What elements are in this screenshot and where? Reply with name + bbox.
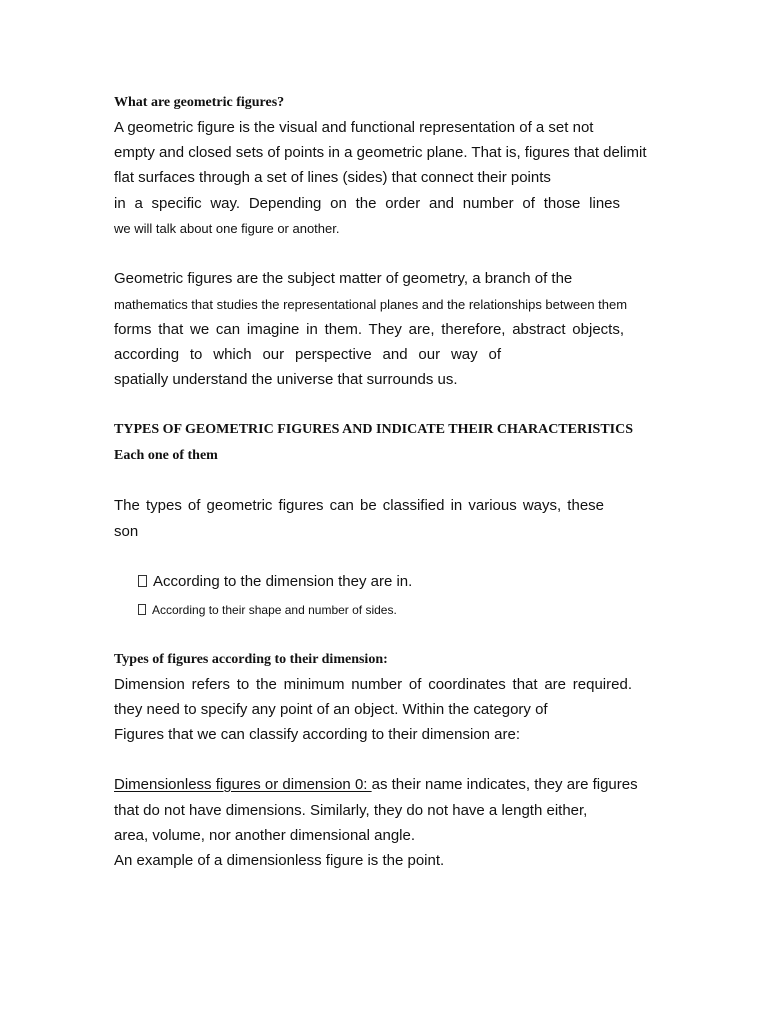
underlined-term: Dimensionless figures or dimension 0: xyxy=(114,776,372,793)
paragraph-line: according to which our perspective and our way of xyxy=(114,346,501,363)
checkbox-bullet-icon xyxy=(138,604,146,615)
heading-types-by-dimension: Types of figures according to their dimension: xyxy=(114,652,388,667)
paragraph-text: as their name indicates, they are figures xyxy=(371,776,638,793)
list-item-label: According to the dimension they are in. xyxy=(153,573,413,590)
list-item xyxy=(138,573,412,591)
heading-types-of-geometric-figures: TYPES OF GEOMETRIC FIGURES AND INDICATE THEIR CHARACTERISTICS xyxy=(114,422,634,437)
paragraph-line: forms that we can imagine in them. They are, therefore, abstract objects, xyxy=(114,321,624,338)
paragraph-line xyxy=(114,776,638,794)
paragraph-line: An example of a dimensionless figure is the point. xyxy=(114,852,445,869)
paragraph-line: Geometric figures are the subject matter of geometry, a branch of the xyxy=(114,270,573,287)
list-item-label: According to their shape and number of sides. xyxy=(152,603,397,617)
paragraph-line: we will talk about one figure or another. xyxy=(114,221,340,236)
paragraph-line: A geometric figure is the visual and functional representation of a set not xyxy=(114,119,594,136)
heading-what-are-geometric-figures: What are geometric figures? xyxy=(114,95,285,110)
paragraph-line: that do not have dimensions. Similarly, they do not have a length either, xyxy=(114,802,588,819)
heading-types-of-geometric-figures-cont: Each one of them xyxy=(114,448,218,463)
paragraph-line: in a specific way. Depending on the order and number of those lines xyxy=(114,195,620,212)
paragraph-line: The types of geometric figures can be classified in various ways, these xyxy=(114,497,604,514)
paragraph-line: spatially understand the universe that surrounds us. xyxy=(114,371,458,388)
paragraph-line: Dimension refers to the minimum number of coordinates that are required. xyxy=(114,676,632,693)
paragraph-line: area, volume, nor another dimensional angle. xyxy=(114,827,416,844)
paragraph-line: son xyxy=(114,523,139,540)
checkbox-bullet-icon xyxy=(138,575,147,587)
paragraph-line: flat surfaces through a set of lines (sides) that connect their points xyxy=(114,169,551,186)
paragraph-line: Figures that we can classify according to their dimension are: xyxy=(114,726,521,743)
list-item xyxy=(138,601,397,619)
paragraph-line: they need to specify any point of an object. Within the category of xyxy=(114,701,548,718)
paragraph-line: mathematics that studies the representational planes and the relationships between them xyxy=(114,297,628,312)
paragraph-line: empty and closed sets of points in a geometric plane. That is, figures that delimit xyxy=(114,144,647,161)
